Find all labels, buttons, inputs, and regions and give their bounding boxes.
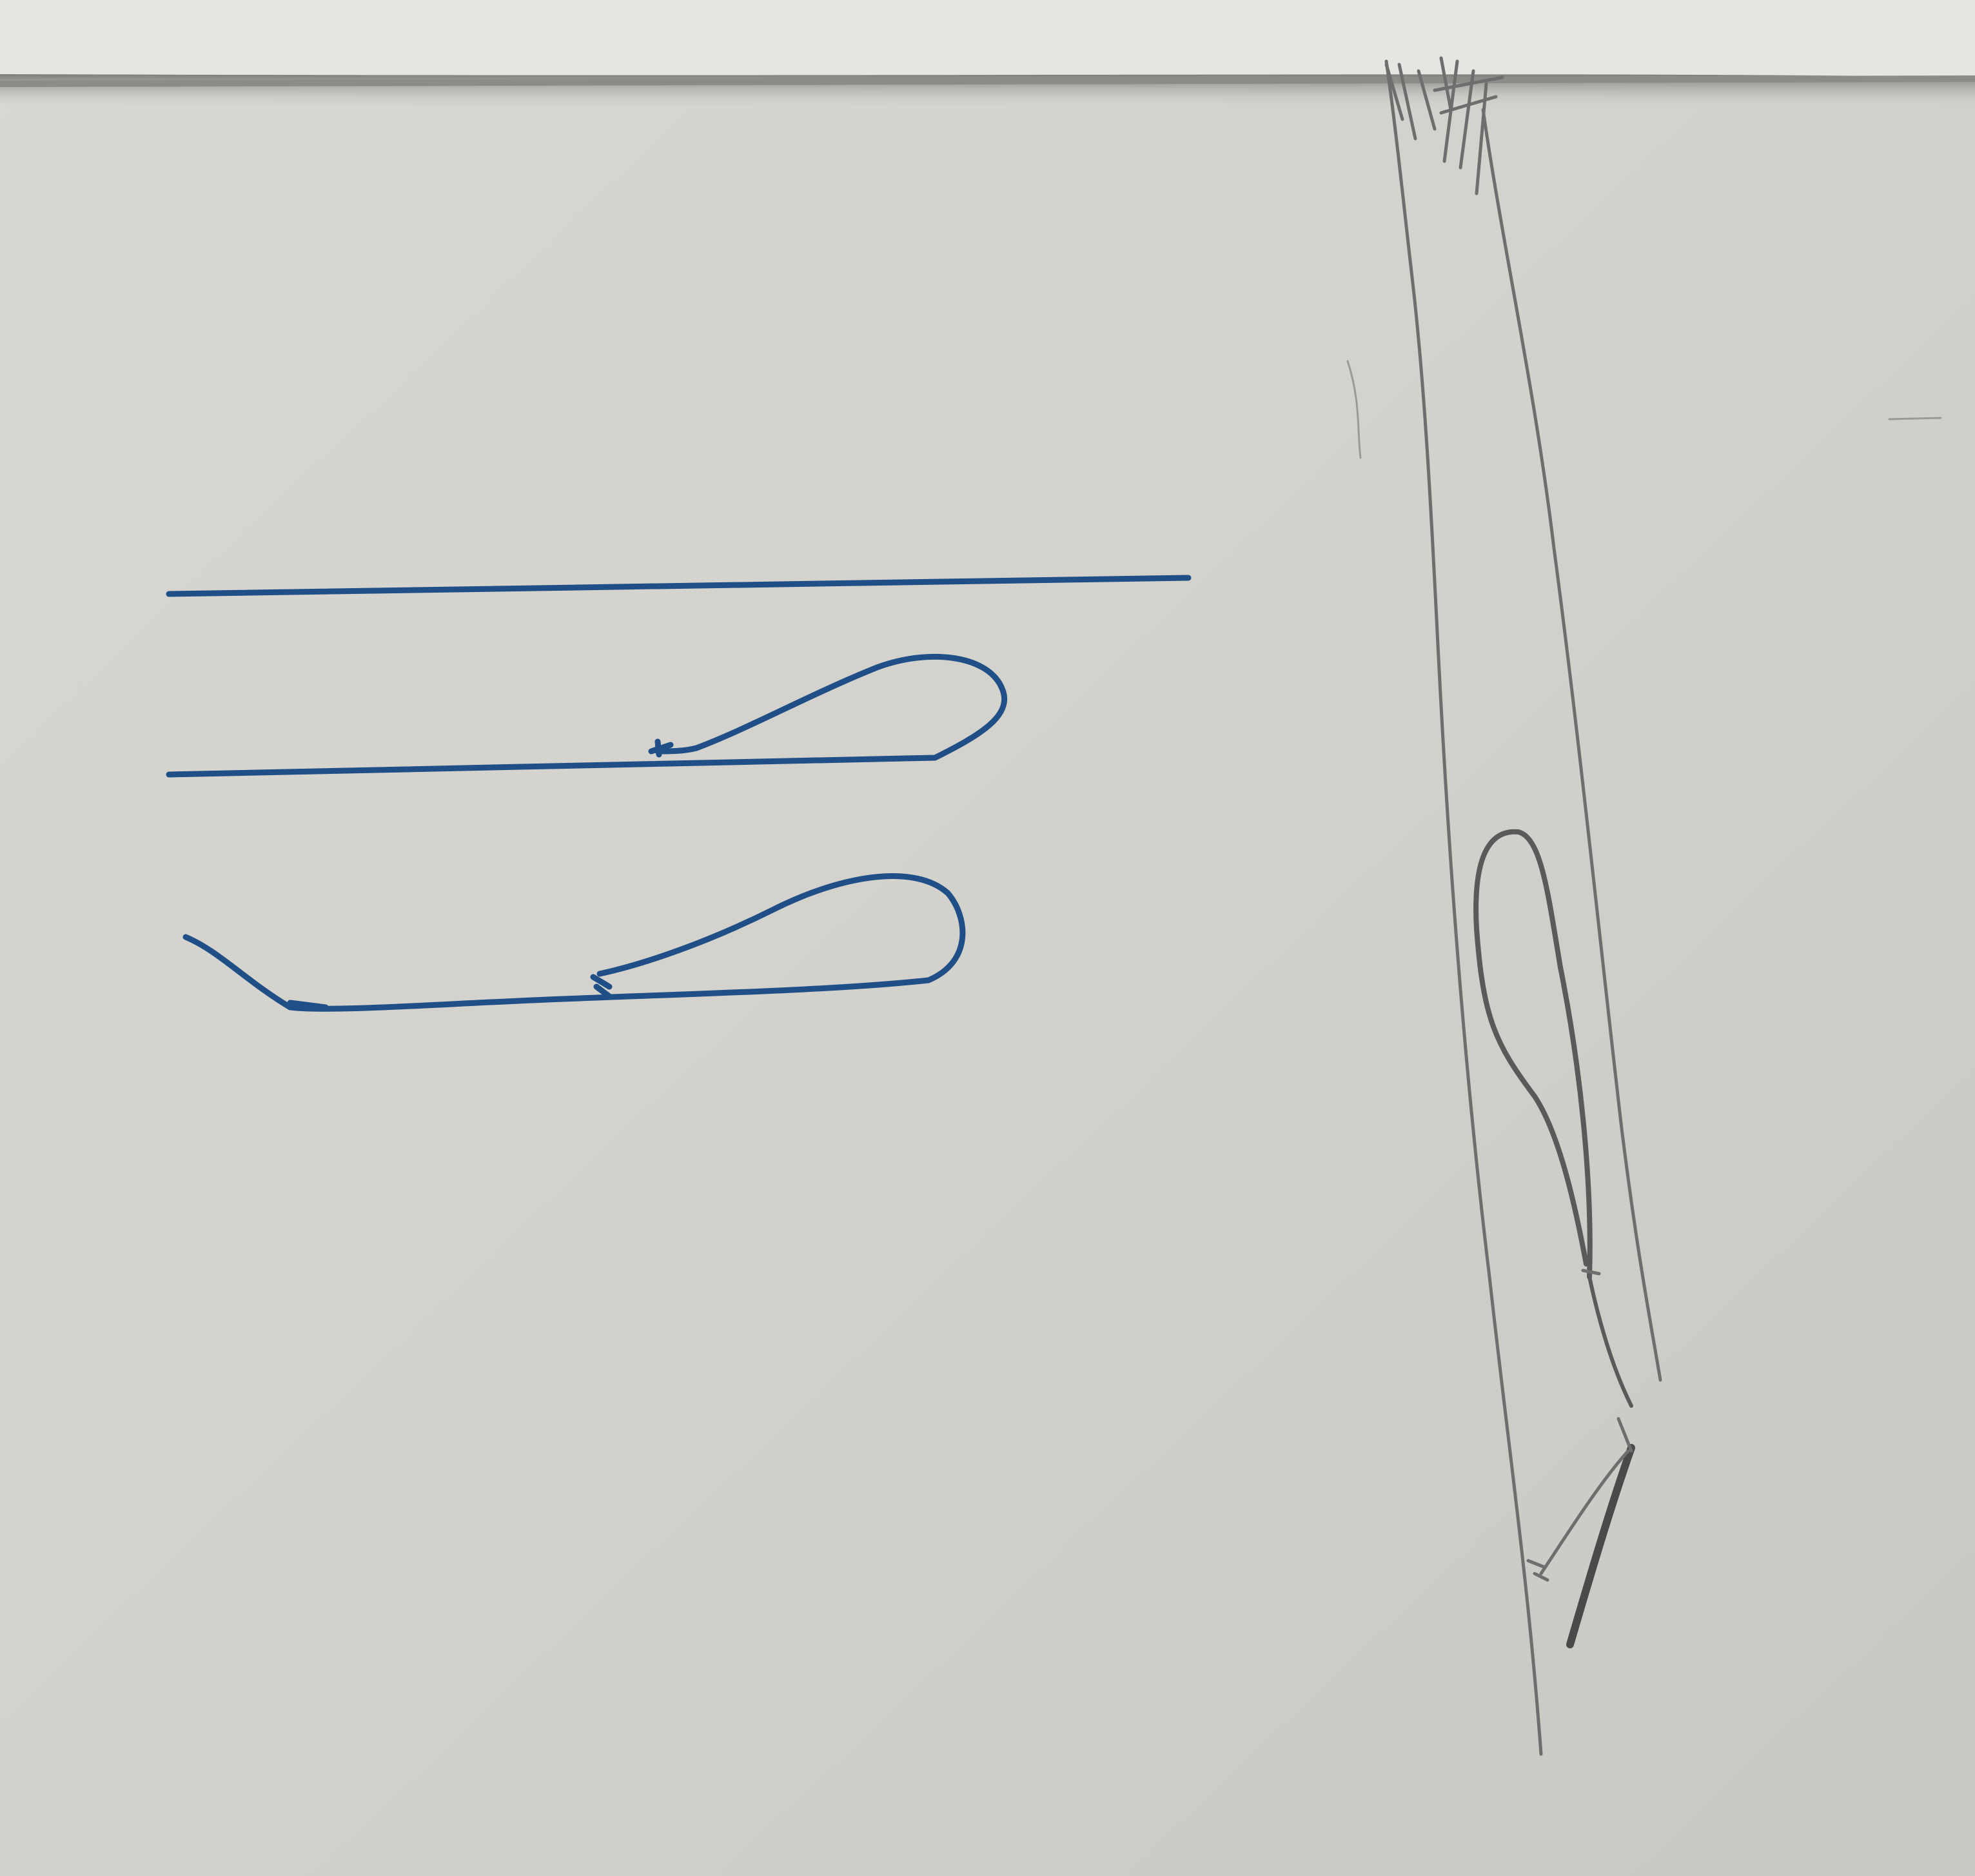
- pencil-faint-dash: [1889, 418, 1941, 419]
- page-top-edge: [0, 0, 1975, 77]
